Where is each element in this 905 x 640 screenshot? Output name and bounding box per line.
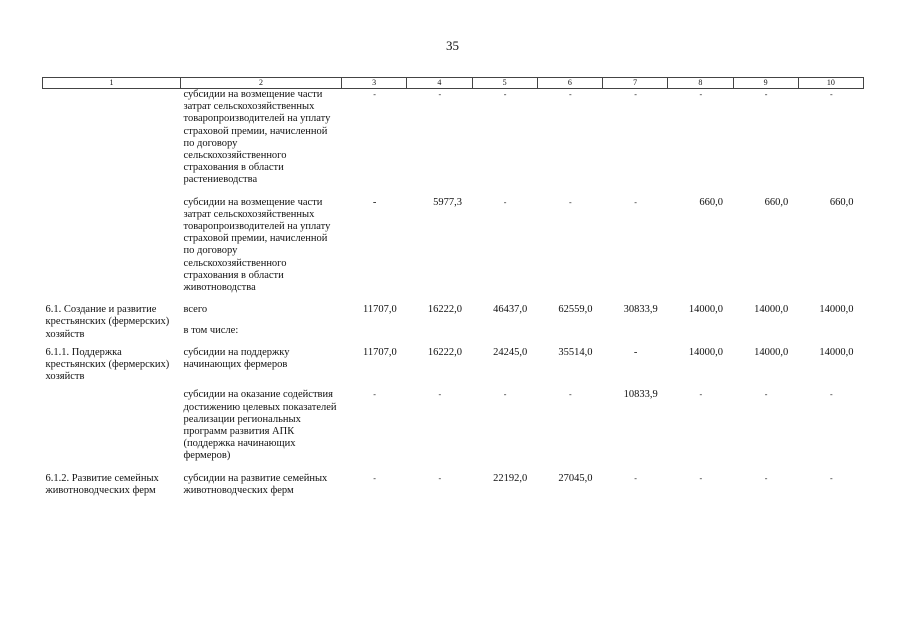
row-value: - xyxy=(438,390,442,400)
row-value: - xyxy=(372,196,377,208)
row-text: субсидии на возмещение части затрат сельскохозяйственных товаропроизводителей на уплату страховой премии, начисленной по договору сельскохозяйственного страхования в области животноводства xyxy=(183,196,331,294)
row-value: 14000,0 xyxy=(754,346,789,358)
row-value: - xyxy=(830,473,833,483)
row-text: субсидии на поддержку начинающих фермеров xyxy=(183,346,290,371)
row-text: субсидии на развитие семейных животноводческих ферм xyxy=(183,472,328,496)
table-row xyxy=(43,304,864,341)
row-value: 14000,0 xyxy=(819,304,854,316)
row-value: 62559,0 xyxy=(558,304,593,316)
row-value: - xyxy=(569,197,572,207)
row-value: 11707,0 xyxy=(363,346,397,358)
row-value: 16222,0 xyxy=(427,346,462,358)
column-number: 5 xyxy=(472,78,537,89)
row-value: 16222,0 xyxy=(427,304,462,316)
row-value: - xyxy=(699,90,703,99)
row-value: - xyxy=(699,390,703,400)
row-description xyxy=(43,89,181,187)
row-value: - xyxy=(438,90,442,99)
column-number: 9 xyxy=(733,78,798,89)
row-description: 6.1. Создание и развитие крестьянских (фермерских) хозяйств xyxy=(45,304,170,340)
row-value: 30833,9 xyxy=(623,304,658,316)
row-description: 6.1.2. Развитие семейных животноводческих ферм xyxy=(45,472,159,496)
row-description xyxy=(43,389,181,462)
row-value: 35514,0 xyxy=(558,346,593,358)
row-value: - xyxy=(634,197,637,207)
row-value: 46437,0 xyxy=(493,304,528,316)
row-value: 660,0 xyxy=(764,196,789,208)
row-value: - xyxy=(633,346,638,358)
row-value: - xyxy=(764,390,768,400)
column-number: 6 xyxy=(537,78,602,89)
table-row xyxy=(43,89,864,187)
row-value: 22192,0 xyxy=(493,472,528,484)
row-text: субсидии на оказание содействия достижению целевых показателей реализации региональных программ развития АПК (поддержка начинающих фермеров) xyxy=(183,389,337,462)
row-value: - xyxy=(373,90,376,99)
table-row xyxy=(43,473,864,497)
row-text: всего xyxy=(183,304,208,316)
column-number: 3 xyxy=(342,78,407,89)
row-text-subtitle: в том числе: xyxy=(183,325,239,337)
row-value: 5977,3 xyxy=(433,196,462,208)
row-value: - xyxy=(764,473,768,483)
budget-table xyxy=(42,77,864,497)
row-value: 11707,0 xyxy=(363,304,397,316)
row-value: - xyxy=(569,390,572,400)
row-value: 24245,0 xyxy=(493,346,528,358)
row-text-cell xyxy=(181,304,342,341)
row-value: - xyxy=(830,390,833,400)
row-value: - xyxy=(503,197,507,207)
column-number: 2 xyxy=(181,78,342,89)
column-number: 7 xyxy=(603,78,668,89)
column-number: 4 xyxy=(407,78,472,89)
row-value: - xyxy=(634,473,637,483)
row-value: - xyxy=(373,390,376,400)
row-value: 27045,0 xyxy=(558,472,593,484)
row-value: 660,0 xyxy=(829,196,854,208)
row-value: - xyxy=(438,473,442,483)
table-row xyxy=(43,347,864,384)
row-value: 660,0 xyxy=(699,196,723,208)
page-number: 35 xyxy=(446,38,459,53)
row-value: - xyxy=(764,90,768,99)
row-value: - xyxy=(634,90,637,99)
row-value: 10833,9 xyxy=(623,389,658,401)
row-value: - xyxy=(830,90,833,99)
row-value: - xyxy=(569,90,572,99)
row-value: 14000,0 xyxy=(754,304,789,316)
row-value: 14000,0 xyxy=(688,304,723,316)
table-row xyxy=(43,197,864,295)
row-text: субсидии на возмещение части затрат сельскохозяйственных товаропроизводителей на уплату страховой премии, начисленной по договору сельскохозяйственного страхования в области растениеводства xyxy=(183,89,331,186)
column-number: 1 xyxy=(43,78,181,89)
row-value: 14000,0 xyxy=(688,346,723,358)
column-number: 10 xyxy=(798,78,863,89)
row-description: 6.1.1. Поддержка крестьянских (фермерских) хозяйств xyxy=(45,346,170,383)
row-description xyxy=(43,197,181,295)
row-value: 14000,0 xyxy=(819,346,854,358)
row-value: - xyxy=(699,473,703,483)
row-value: - xyxy=(503,390,507,400)
row-value: - xyxy=(503,90,507,99)
column-number-header xyxy=(43,78,864,89)
row-value: - xyxy=(373,473,376,483)
table-row xyxy=(43,389,864,462)
column-number: 8 xyxy=(668,78,733,89)
